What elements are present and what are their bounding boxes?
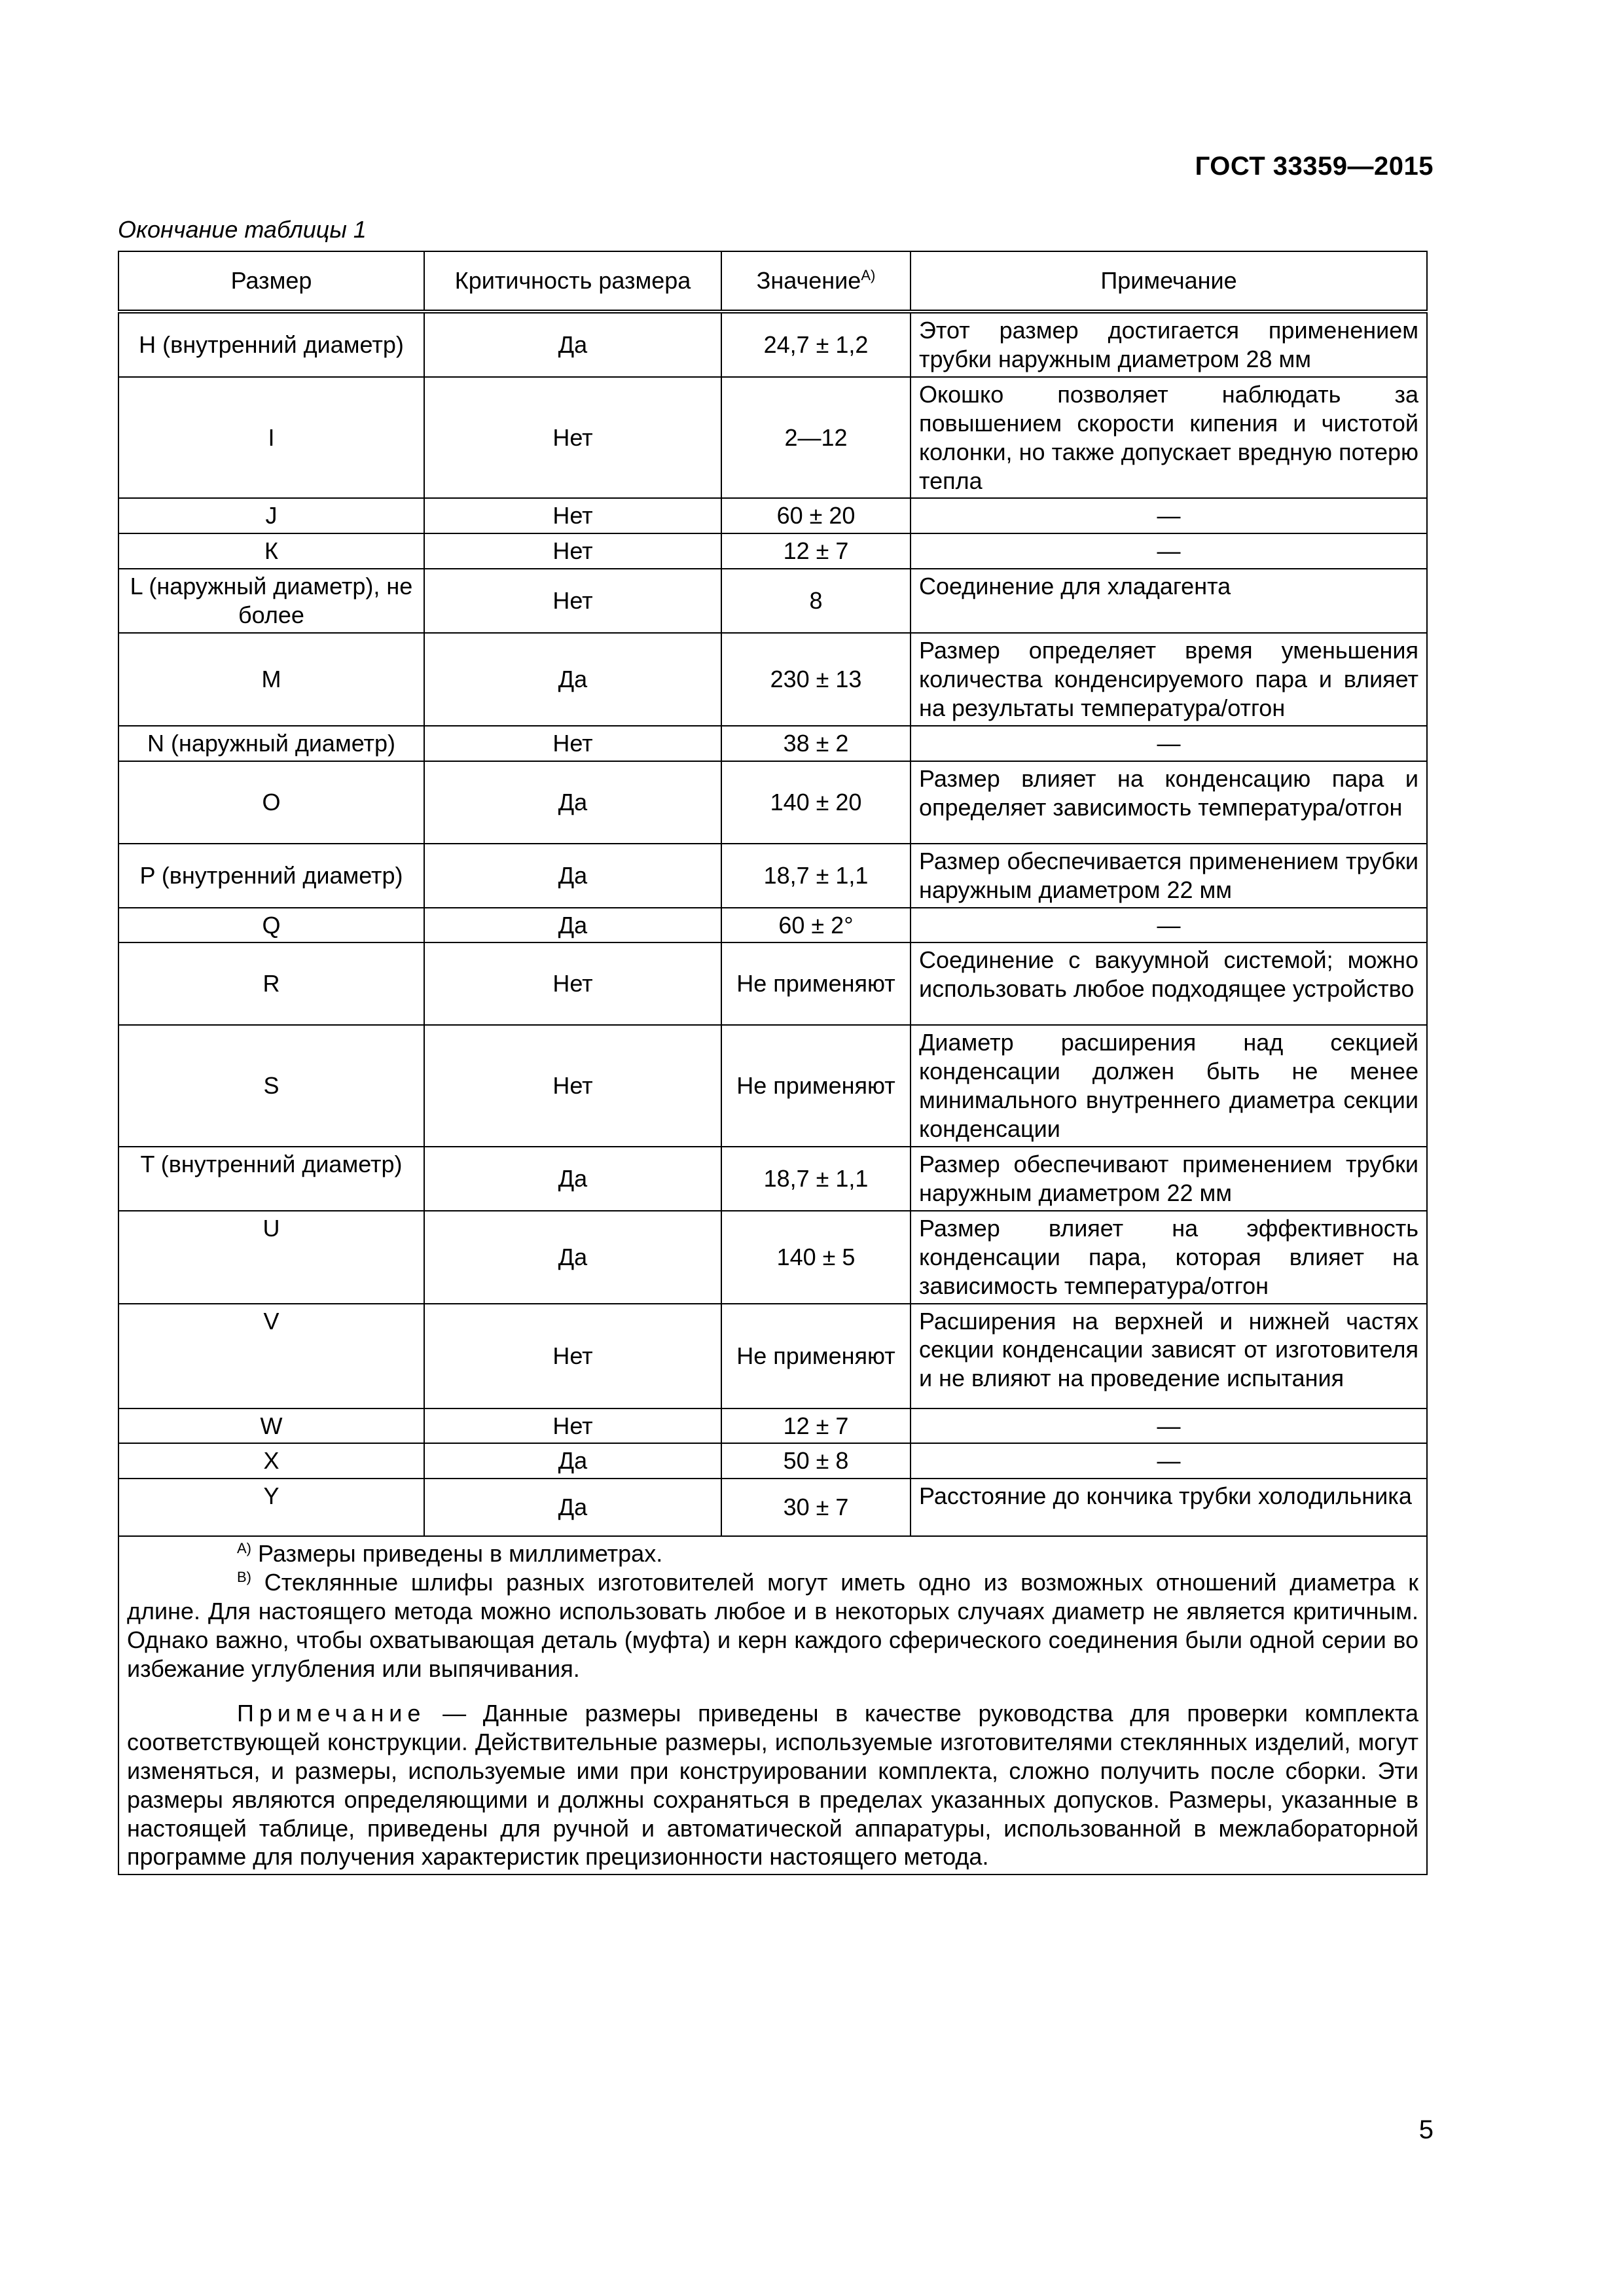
footnote-b xyxy=(127,1568,1418,1683)
table-row xyxy=(118,942,1427,1025)
header-value xyxy=(721,251,911,312)
cell-note: — xyxy=(911,533,1427,569)
footnote-b-text: Стеклянные шлифы разных изготовителей могут иметь одно из возможных отношений диаметра к длине. Для настоящего метода можно использовать любое и в некоторых случаях диаметр не является критичным. Однако важно, чтобы охватывающая деталь (муфта) и керн каждого сферического соединения были одной серии во избежание углубления или выпячивания. xyxy=(127,1569,1418,1682)
cell-size: I xyxy=(118,377,424,499)
cell-value: 60 ± 20 xyxy=(721,498,911,533)
cell-value: 38 ± 2 xyxy=(721,726,911,761)
cell-critical: Да xyxy=(424,908,721,943)
cell-size: O xyxy=(118,761,424,844)
cell-note: Соединение с вакуумной системой; можно использовать любое подходящее устройство xyxy=(911,942,1427,1025)
cell-note: — xyxy=(911,498,1427,533)
cell-critical: Да xyxy=(424,312,721,377)
cell-critical: Да xyxy=(424,1443,721,1479)
table-row xyxy=(118,533,1427,569)
cell-size: P (внутренний диаметр) xyxy=(118,844,424,908)
page-number: 5 xyxy=(1418,2115,1434,2144)
header-value-label: Значение xyxy=(756,267,861,295)
table-caption: Окончание таблицы 1 xyxy=(118,216,367,243)
cell-note: Размер обеспечивают применением трубки наружным диаметром 22 мм xyxy=(911,1147,1427,1211)
cell-value: 18,7 ± 1,1 xyxy=(721,844,911,908)
cell-note: Этот размер достигается применением трубки наружным диаметром 28 мм xyxy=(911,312,1427,377)
cell-size: T (внутренний диаметр) xyxy=(118,1147,424,1211)
cell-value: 50 ± 8 xyxy=(721,1443,911,1479)
cell-critical: Нет xyxy=(424,569,721,633)
cell-size: L (наружный диаметр), не более xyxy=(118,569,424,633)
cell-critical: Нет xyxy=(424,1408,721,1444)
table-row xyxy=(118,1443,1427,1479)
cell-note: Размер определяет время уменьшения количества конденсируемого пара и влияет на результаты температура/отгон xyxy=(911,633,1427,726)
cell-size: К xyxy=(118,533,424,569)
cell-value: 30 ± 7 xyxy=(721,1479,911,1536)
table-body xyxy=(118,312,1427,1536)
cell-critical: Да xyxy=(424,844,721,908)
cell-critical: Да xyxy=(424,1479,721,1536)
footnote-a-text: Размеры приведены в миллиметрах. xyxy=(258,1540,663,1568)
cell-value: 140 ± 20 xyxy=(721,761,911,844)
table-note xyxy=(127,1699,1418,1871)
table-row xyxy=(118,1304,1427,1408)
table-row xyxy=(118,633,1427,726)
cell-note: Размер влияет на конденсацию пара и определяет зависимость температура/отгон xyxy=(911,761,1427,844)
cell-size: X xyxy=(118,1443,424,1479)
header-size: Размер xyxy=(118,251,424,312)
cell-value: 2—12 xyxy=(721,377,911,499)
cell-note: — xyxy=(911,726,1427,761)
cell-value: 18,7 ± 1,1 xyxy=(721,1147,911,1211)
cell-value: Не применяют xyxy=(721,1025,911,1147)
footnote-row xyxy=(118,1536,1427,1874)
cell-value: 140 ± 5 xyxy=(721,1211,911,1304)
cell-note: Диаметр расширения над секцией конденсации должен быть не менее минимального внутреннего диаметра секции конденсации xyxy=(911,1025,1427,1147)
cell-value: 8 xyxy=(721,569,911,633)
table-row xyxy=(118,1479,1427,1536)
cell-note: Соединение для хладагента xyxy=(911,569,1427,633)
header-critical: Критичность размера xyxy=(424,251,721,312)
table-row xyxy=(118,726,1427,761)
cell-value: 24,7 ± 1,2 xyxy=(721,312,911,377)
cell-size: W xyxy=(118,1408,424,1444)
cell-size: U xyxy=(118,1211,424,1304)
table-row xyxy=(118,377,1427,499)
cell-value: 12 ± 7 xyxy=(721,1408,911,1444)
cell-critical: Да xyxy=(424,633,721,726)
footnote-a-mark: A) xyxy=(237,1540,251,1557)
table-row xyxy=(118,1408,1427,1444)
cell-critical: Да xyxy=(424,761,721,844)
cell-size: V xyxy=(118,1304,424,1408)
cell-critical: Нет xyxy=(424,533,721,569)
header-note: Примечание xyxy=(911,251,1427,312)
table-header-row xyxy=(118,251,1427,312)
cell-note: Окошко позволяет наблюдать за повышением скорости кипения и чистотой колонки, но также допускает вредную потерю тепла xyxy=(911,377,1427,499)
cell-note: Размер влияет на эффективность конденсации пара, которая влияет на зависимость температура/отгон xyxy=(911,1211,1427,1304)
footnote-b-mark: B) xyxy=(237,1569,251,1586)
header-value-footnote-mark: A) xyxy=(861,267,876,284)
table-row xyxy=(118,1025,1427,1147)
cell-critical: Нет xyxy=(424,942,721,1025)
cell-critical: Да xyxy=(424,1147,721,1211)
cell-note: Размер обеспечивается применением трубки наружным диаметром 22 мм xyxy=(911,844,1427,908)
table-row xyxy=(118,1211,1427,1304)
cell-critical: Нет xyxy=(424,1025,721,1147)
cell-size: H (внутренний диаметр) xyxy=(118,312,424,377)
cell-critical: Нет xyxy=(424,1304,721,1408)
cell-critical: Нет xyxy=(424,377,721,499)
cell-size: Q xyxy=(118,908,424,943)
table-row xyxy=(118,312,1427,377)
cell-critical: Нет xyxy=(424,498,721,533)
cell-size: S xyxy=(118,1025,424,1147)
cell-note: — xyxy=(911,1443,1427,1479)
cell-size: Y xyxy=(118,1479,424,1536)
cell-value: 12 ± 7 xyxy=(721,533,911,569)
table-row xyxy=(118,569,1427,633)
footnote-a xyxy=(127,1539,1418,1568)
table-row xyxy=(118,1147,1427,1211)
cell-note: — xyxy=(911,1408,1427,1444)
cell-size: J xyxy=(118,498,424,533)
cell-value: 230 ± 13 xyxy=(721,633,911,726)
dimensions-table xyxy=(118,251,1428,1875)
table-row xyxy=(118,498,1427,533)
cell-note: — xyxy=(911,908,1427,943)
table-row xyxy=(118,908,1427,943)
cell-critical: Да xyxy=(424,1211,721,1304)
cell-value: Не применяют xyxy=(721,1304,911,1408)
note-text: — Данные размеры приведены в качестве руководства для проверки комплекта соответствующей конструкции. Действительные размеры, используемые изготовителями стеклянных изделий, могут изменяться, и размеры, используемые ими при конструировании комплекта, сложно получить после сборки. Эти размеры являются определяющими и должны сохраняться в пределах указанных допусков. Размеры, указанные в настоящей таблице, приведены для ручной и автоматической аппаратуры, использованной в межлабораторной программе для получения характеристик прецизионности настоящего метода. xyxy=(127,1699,1418,1871)
note-label: Примечание xyxy=(237,1699,426,1727)
cell-critical: Нет xyxy=(424,726,721,761)
cell-size: M xyxy=(118,633,424,726)
cell-value: Не применяют xyxy=(721,942,911,1025)
cell-note: Расстояние до кончика трубки холодильника xyxy=(911,1479,1427,1536)
table-row xyxy=(118,761,1427,844)
footnote-cell xyxy=(118,1536,1427,1874)
cell-note: Расширения на верхней и нижней частях секции конденсации зависят от изготовителя и не влияют на проведение испытания xyxy=(911,1304,1427,1408)
cell-value: 60 ± 2° xyxy=(721,908,911,943)
cell-size: N (наружный диаметр) xyxy=(118,726,424,761)
document-header: ГОСТ 33359—2015 xyxy=(1195,152,1434,181)
table-row xyxy=(118,844,1427,908)
cell-size: R xyxy=(118,942,424,1025)
